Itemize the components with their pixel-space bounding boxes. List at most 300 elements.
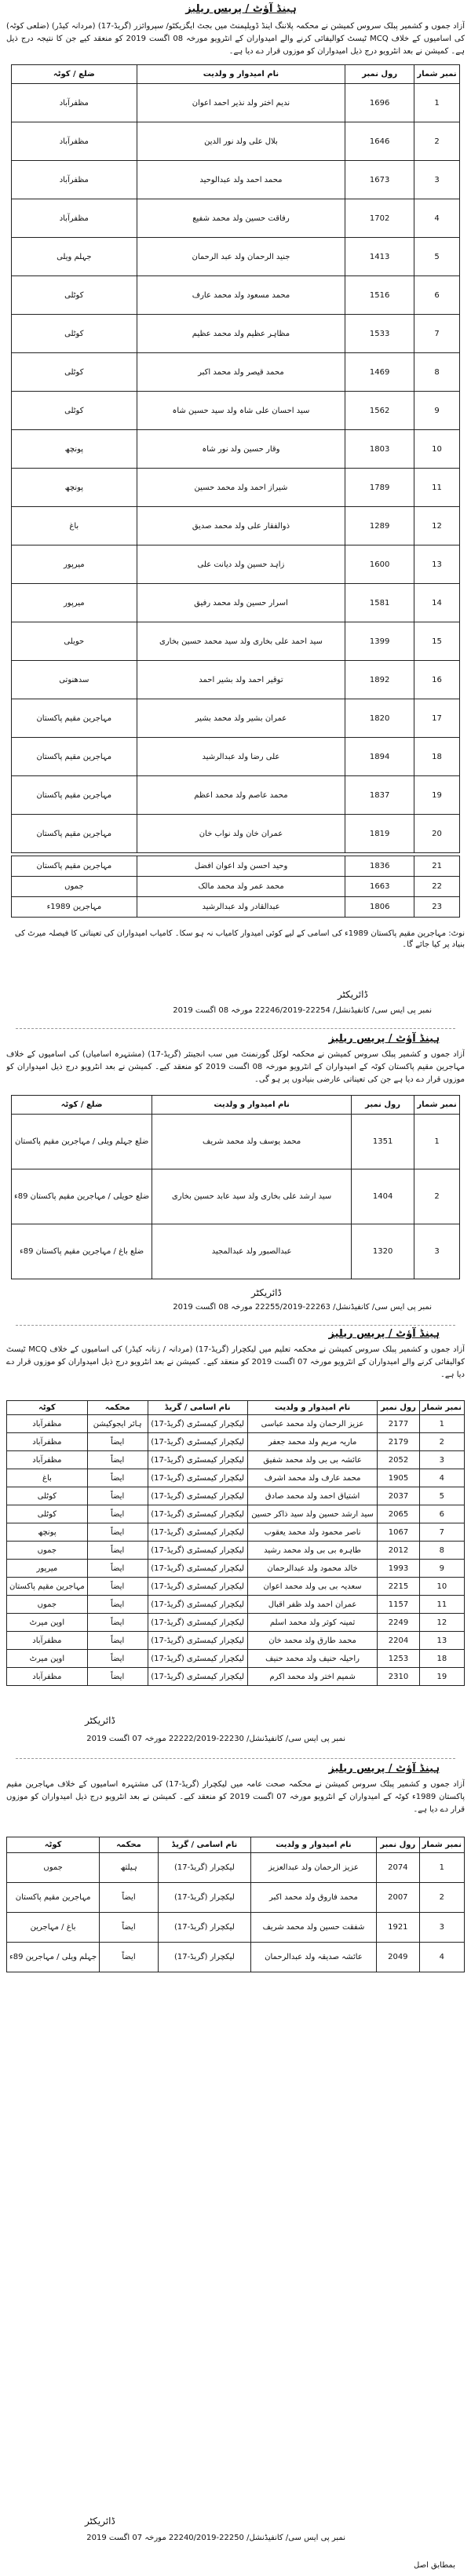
cell-serial: 20 bbox=[414, 815, 460, 853]
header-name: نام امیدوار و ولدیت bbox=[152, 1096, 352, 1115]
release2-reference: نمبر پی ایس سی/ کانفیڈنشل/ 22263-22255/2019 مورخہ 08 اگست 2019 bbox=[173, 1303, 432, 1312]
table-row bbox=[12, 469, 460, 507]
release4-footer: بمطابق اصل bbox=[414, 2561, 455, 2570]
cell-serial: 18 bbox=[419, 1650, 464, 1668]
table-row bbox=[7, 1560, 465, 1578]
cell-post: لیکچرار کیمسٹری (گریڈ-17) bbox=[148, 1578, 247, 1596]
cell-serial: 2 bbox=[414, 1169, 460, 1224]
cell-district: کوٹلی bbox=[12, 392, 137, 430]
release4-title: ہینڈ آؤٹ / پریس ریلیز bbox=[328, 1763, 440, 1775]
table-row bbox=[7, 1943, 465, 1972]
table-row bbox=[12, 276, 460, 315]
cell-district: مہاجرین مقیم پاکستان bbox=[12, 738, 137, 776]
table-row bbox=[7, 1596, 465, 1614]
cell-post: لیکچرار (گریڈ-17) bbox=[158, 1853, 250, 1883]
cell-name: محمد مسعود ولد محمد عارف bbox=[137, 276, 345, 315]
cell-roll: 1837 bbox=[345, 776, 414, 815]
cell-roll: 2179 bbox=[378, 1433, 419, 1451]
header-name: نام امیدوار و ولدیت bbox=[250, 1837, 376, 1853]
table-row bbox=[12, 699, 460, 738]
table-row bbox=[7, 1505, 465, 1523]
header-post: نام اسامی / گریڈ bbox=[158, 1837, 250, 1853]
cell-dept: ایضاً bbox=[87, 1560, 148, 1578]
header-serial: نمبر شمار bbox=[414, 1096, 460, 1115]
cell-name: سید ارشد حسین ولد سید ذاکر حسین bbox=[247, 1505, 377, 1523]
cell-dept: ایضاً bbox=[87, 1632, 148, 1650]
table-row bbox=[7, 1433, 465, 1451]
cell-roll: 2249 bbox=[378, 1614, 419, 1632]
cell-dept: ایضاً bbox=[87, 1523, 148, 1542]
table-row bbox=[12, 392, 460, 430]
cell-district: مظفرآباد bbox=[12, 199, 137, 238]
cell-roll: 1905 bbox=[378, 1469, 419, 1487]
table-row bbox=[12, 738, 460, 776]
cell-serial: 4 bbox=[419, 1943, 464, 1972]
cell-roll: 2074 bbox=[376, 1853, 419, 1883]
cell-name: شیراز احمد ولد محمد حسین bbox=[137, 469, 345, 507]
cell-roll: 2204 bbox=[378, 1632, 419, 1650]
cell-district: جموں bbox=[12, 877, 137, 897]
cell-name: ذوالفقار علی ولد محمد صدیق bbox=[137, 507, 345, 545]
cell-name: ماریہ مریم ولد محمد جعفر bbox=[247, 1433, 377, 1451]
cell-name: ثمینہ کوثر ولد محمد اسلم bbox=[247, 1614, 377, 1632]
cell-serial: 3 bbox=[419, 1451, 464, 1469]
cell-roll: 1600 bbox=[345, 545, 414, 584]
cell-name: محمد عاصم ولد محمد اعظم bbox=[137, 776, 345, 815]
table-row bbox=[7, 1650, 465, 1668]
header-name: نام امیدوار و ولدیت bbox=[137, 65, 345, 84]
cell-roll: 1892 bbox=[345, 661, 414, 699]
header-roll: رول نمبر bbox=[378, 1401, 419, 1415]
cell-district: اوپن میرٹ bbox=[7, 1614, 88, 1632]
table-row bbox=[12, 122, 460, 161]
cell-district: میرپور bbox=[7, 1560, 88, 1578]
table-row bbox=[12, 430, 460, 469]
cell-name: توقیر احمد ولد بشیر احمد bbox=[137, 661, 345, 699]
header-quota: کوٹہ bbox=[7, 1401, 88, 1415]
table-row bbox=[12, 161, 460, 199]
cell-post: لیکچرار کیمسٹری (گریڈ-17) bbox=[148, 1505, 247, 1523]
header-roll: رول نمبر bbox=[345, 65, 414, 84]
table-row bbox=[12, 897, 460, 918]
cell-name: محمد قیصر ولد محمد اکبر bbox=[137, 353, 345, 392]
cell-dept: ایضاً bbox=[87, 1542, 148, 1560]
cell-serial: 4 bbox=[419, 1469, 464, 1487]
cell-name: محمد عارف ولد محمد اشرف bbox=[247, 1469, 377, 1487]
cell-district: مظفرآباد bbox=[7, 1451, 88, 1469]
cell-serial: 15 bbox=[414, 622, 460, 661]
cell-roll: 2007 bbox=[376, 1883, 419, 1913]
cell-roll: 1820 bbox=[345, 699, 414, 738]
cell-serial: 3 bbox=[414, 161, 460, 199]
header-department: محکمہ bbox=[100, 1837, 159, 1853]
cell-serial: 1 bbox=[419, 1415, 464, 1433]
cell-name: عمران احمد ولد ظفر اقبال bbox=[247, 1596, 377, 1614]
cell-roll: 1836 bbox=[345, 856, 414, 877]
table-row bbox=[7, 1853, 465, 1883]
cell-district: جہلم ویلی bbox=[12, 238, 137, 276]
cell-name: محمد عمر ولد محمد مالک bbox=[137, 877, 345, 897]
cell-district: سدھنوتی bbox=[12, 661, 137, 699]
cell-roll: 2310 bbox=[378, 1668, 419, 1686]
cell-district: مظفرآباد bbox=[12, 84, 137, 122]
cell-name: مظاہر عظیم ولد محمد عظیم bbox=[137, 315, 345, 353]
cell-roll: 1789 bbox=[345, 469, 414, 507]
table-row bbox=[7, 1469, 465, 1487]
cell-district: مظفرآباد bbox=[7, 1415, 88, 1433]
cell-serial: 12 bbox=[414, 507, 460, 545]
cell-district: کوٹلی bbox=[12, 276, 137, 315]
cell-roll: 1663 bbox=[345, 877, 414, 897]
cell-roll: 1404 bbox=[352, 1169, 414, 1224]
cell-district: مظفرآباد bbox=[7, 1433, 88, 1451]
cell-serial: 1 bbox=[419, 1853, 464, 1883]
cell-name: محمد احمد ولد عبدالوحید bbox=[137, 161, 345, 199]
cell-district: باغ bbox=[7, 1469, 88, 1487]
release3-signature: ڈائریکٹر bbox=[85, 1715, 115, 1726]
cell-roll: 1581 bbox=[345, 584, 414, 622]
cell-district: مہاجرین مقیم پاکستان bbox=[12, 776, 137, 815]
cell-district: ضلع باغ / مہاجرین مقیم پاکستان 89ء bbox=[12, 1224, 152, 1279]
cell-name: عائشہ بی بی ولد محمد شفیق bbox=[247, 1451, 377, 1469]
table-row bbox=[7, 1913, 465, 1943]
cell-roll: 1673 bbox=[345, 161, 414, 199]
release1-table-continued bbox=[11, 856, 460, 918]
cell-district: پونچھ bbox=[7, 1523, 88, 1542]
header-serial: نمبر شمار bbox=[414, 65, 460, 84]
cell-serial: 10 bbox=[419, 1578, 464, 1596]
cell-dept: ایضاً bbox=[87, 1433, 148, 1451]
cell-district: مہاجرین مقیم پاکستان bbox=[12, 856, 137, 877]
cell-name: علی رضا ولد عبدالرشید bbox=[137, 738, 345, 776]
cell-roll: 1646 bbox=[345, 122, 414, 161]
cell-serial: 11 bbox=[419, 1596, 464, 1614]
cell-dept: ایضاً bbox=[100, 1943, 159, 1972]
table-row bbox=[12, 238, 460, 276]
cell-serial: 14 bbox=[414, 584, 460, 622]
cell-roll: 1516 bbox=[345, 276, 414, 315]
cell-name: عزیز الرحمان ولد محمد عباسی bbox=[247, 1415, 377, 1433]
cell-district: کوٹلی bbox=[7, 1487, 88, 1505]
release1-reference: نمبر پی ایس سی/ کانفیڈنشل/ 22254-22246/2019 مورخہ 08 اگست 2019 bbox=[173, 1006, 432, 1015]
cell-serial: 23 bbox=[414, 897, 460, 918]
cell-serial: 13 bbox=[419, 1632, 464, 1650]
cell-roll: 1533 bbox=[345, 315, 414, 353]
cell-serial: 19 bbox=[419, 1668, 464, 1686]
cell-name: ناصر محمود ولد محمد یعقوب bbox=[247, 1523, 377, 1542]
cell-district: جہلم ویلی / مہاجرین 89ء bbox=[7, 1943, 100, 1972]
cell-roll: 1803 bbox=[345, 430, 414, 469]
cell-dept: ایضاً bbox=[100, 1883, 159, 1913]
cell-roll: 1413 bbox=[345, 238, 414, 276]
cell-name: محمد یوسف ولد محمد شریف bbox=[152, 1115, 352, 1169]
cell-post: لیکچرار کیمسٹری (گریڈ-17) bbox=[148, 1487, 247, 1505]
header-serial: نمبر شمار bbox=[419, 1837, 464, 1853]
cell-serial: 5 bbox=[419, 1487, 464, 1505]
table-row bbox=[12, 545, 460, 584]
cell-post: لیکچرار کیمسٹری (گریڈ-17) bbox=[148, 1596, 247, 1614]
cell-district: ضلع حویلی / مہاجرین مقیم پاکستان 89ء bbox=[12, 1169, 152, 1224]
release4-signature: ڈائریکٹر bbox=[85, 2516, 115, 2527]
table-row bbox=[7, 1668, 465, 1686]
release2-title: ہینڈ آؤٹ / پریس ریلیز bbox=[328, 1033, 440, 1045]
release4-intro: آزاد جموں و کشمیر پبلک سروس کمیشن نے محکمہ صحت عامہ میں لیکچرار (گریڈ-17) کی مشتہرہ اسامیوں کے خلاف مہاجرین مقیم پاکستان 1989ء کوٹہ کے امیدواران کے انٹرویو مورخہ 07 اگست 2019 کو منعقد کیے۔ کمیشن نے بعد انٹرویو درج ذیل امیدواران کو موزوں قرار دے دیا ہے۔ bbox=[6, 1780, 465, 1814]
cell-name: وقار حسین ولد نور شاہ bbox=[137, 430, 345, 469]
cell-district: ضلع جہلم ویلی / مہاجرین مقیم پاکستان bbox=[12, 1115, 152, 1169]
cell-post: لیکچرار کیمسٹری (گریڈ-17) bbox=[148, 1650, 247, 1668]
release2-intro: آزاد جموں و کشمیر پبلک سروس کمیشن نے محکمہ لوکل گورنمنٹ میں سب انجینئر (گریڈ-17) (مشتہرہ اسامیاں) کی اسامیوں کے خلاف مہاجرین مقیم پاکستان کوٹہ کے امیدواران کے انٹرویو مورخہ 08 اگست 2019 کو منعقد کیے۔ کمیشن نے بعد انٹرویو درج ذیل امیدواران کو موزوں قرار دے دیا ہے جن کی تعیناتی عارضی بنیادوں پر ہو گی۔ bbox=[6, 1050, 465, 1084]
cell-roll: 1289 bbox=[345, 507, 414, 545]
cell-serial: 8 bbox=[419, 1542, 464, 1560]
cell-name: اشتیاق احمد ولد محمد صادق bbox=[247, 1487, 377, 1505]
cell-name: عبدالصبور ولد عبدالمجید bbox=[152, 1224, 352, 1279]
cell-district: مہاجرین مقیم پاکستان bbox=[7, 1578, 88, 1596]
cell-serial: 2 bbox=[419, 1883, 464, 1913]
cell-district: میرپور bbox=[12, 545, 137, 584]
release3-reference: نمبر پی ایس سی/ کانفیڈنشل/ 22230-22222/2019 مورخہ 07 اگست 2019 bbox=[86, 1735, 345, 1743]
cell-roll: 2065 bbox=[378, 1505, 419, 1523]
cell-name: خالد محمود ولد عبدالرحمان bbox=[247, 1560, 377, 1578]
table-row bbox=[12, 877, 460, 897]
cell-name: وحید احسن ولد اعوان افضل bbox=[137, 856, 345, 877]
cell-serial: 12 bbox=[419, 1614, 464, 1632]
table-row bbox=[7, 1632, 465, 1650]
section-divider bbox=[16, 1758, 455, 1759]
table-row bbox=[12, 199, 460, 238]
cell-serial: 1 bbox=[414, 1115, 460, 1169]
release1-title: ہینڈ آؤٹ / پریس ریلیز bbox=[185, 3, 297, 15]
cell-roll: 1157 bbox=[378, 1596, 419, 1614]
release2-signature: ڈائریکٹر bbox=[251, 1287, 282, 1298]
table-row bbox=[12, 1169, 460, 1224]
cell-district: مہاجرین 1989ء bbox=[12, 897, 137, 918]
table-row bbox=[12, 315, 460, 353]
cell-name: عبدالقادر ولد عبدالرشید bbox=[137, 897, 345, 918]
cell-name: عمران بشیر ولد محمد بشیر bbox=[137, 699, 345, 738]
header-quota: کوٹہ bbox=[7, 1837, 100, 1853]
table-row bbox=[7, 1578, 465, 1596]
cell-district: میرپور bbox=[12, 584, 137, 622]
cell-serial: 16 bbox=[414, 661, 460, 699]
cell-serial: 2 bbox=[414, 122, 460, 161]
cell-serial: 17 bbox=[414, 699, 460, 738]
cell-dept: ایضاً bbox=[100, 1913, 159, 1943]
cell-name: سید ارشد علی بخاری ولد سید عابد حسین بخاری bbox=[152, 1169, 352, 1224]
cell-roll: 2012 bbox=[378, 1542, 419, 1560]
cell-serial: 8 bbox=[414, 353, 460, 392]
cell-name: راحیلہ حنیف ولد محمد حنیف bbox=[247, 1650, 377, 1668]
cell-post: لیکچرار کیمسٹری (گریڈ-17) bbox=[148, 1632, 247, 1650]
table-row bbox=[12, 661, 460, 699]
cell-name: شفقت حسین ولد محمد شریف bbox=[250, 1913, 376, 1943]
cell-dept: ایضاً bbox=[87, 1469, 148, 1487]
cell-roll: 1469 bbox=[345, 353, 414, 392]
cell-district: پونچھ bbox=[12, 430, 137, 469]
cell-district: مہاجرین مقیم پاکستان bbox=[12, 699, 137, 738]
cell-roll: 2049 bbox=[376, 1943, 419, 1972]
table-row bbox=[7, 1415, 465, 1433]
cell-name: عمران خان ولد نواب خان bbox=[137, 815, 345, 853]
table-row bbox=[12, 584, 460, 622]
cell-roll: 1399 bbox=[345, 622, 414, 661]
cell-name: سعدیہ بی بی ولد محمد اعوان bbox=[247, 1578, 377, 1596]
cell-name: عزیز الرحمان ولد عبدالعزیز bbox=[250, 1853, 376, 1883]
cell-post: لیکچرار (گریڈ-17) bbox=[158, 1913, 250, 1943]
cell-roll: 1253 bbox=[378, 1650, 419, 1668]
cell-serial: 5 bbox=[414, 238, 460, 276]
cell-roll: 1696 bbox=[345, 84, 414, 122]
header-district: ضلع / کوٹہ bbox=[12, 1096, 152, 1115]
cell-serial: 11 bbox=[414, 469, 460, 507]
cell-serial: 18 bbox=[414, 738, 460, 776]
cell-name: سید احمد علی بخاری ولد سید محمد حسین بخاری bbox=[137, 622, 345, 661]
cell-post: لیکچرار کیمسٹری (گریڈ-17) bbox=[148, 1560, 247, 1578]
table-row bbox=[7, 1487, 465, 1505]
cell-district: مظفرآباد bbox=[7, 1668, 88, 1686]
release2-table bbox=[11, 1095, 460, 1279]
release3-table bbox=[6, 1400, 465, 1686]
header-name: نام امیدوار و ولدیت bbox=[247, 1401, 377, 1415]
table-row bbox=[7, 1883, 465, 1913]
cell-district: جموں bbox=[7, 1596, 88, 1614]
header-roll: رول نمبر bbox=[352, 1096, 414, 1115]
cell-name: طاہرہ بی بی ولد محمد رشید bbox=[247, 1542, 377, 1560]
cell-district: جموں bbox=[7, 1853, 100, 1883]
cell-district: باغ bbox=[12, 507, 137, 545]
cell-name: محمد طارق ولد محمد خان bbox=[247, 1632, 377, 1650]
cell-dept: ہائر ایجوکیشن bbox=[87, 1415, 148, 1433]
cell-roll: 1806 bbox=[345, 897, 414, 918]
cell-post: لیکچرار کیمسٹری (گریڈ-17) bbox=[148, 1542, 247, 1560]
cell-serial: 9 bbox=[419, 1560, 464, 1578]
table-row bbox=[12, 856, 460, 877]
release4-table bbox=[6, 1837, 465, 1972]
cell-serial: 21 bbox=[414, 856, 460, 877]
cell-post: لیکچرار کیمسٹری (گریڈ-17) bbox=[148, 1451, 247, 1469]
cell-roll: 1993 bbox=[378, 1560, 419, 1578]
header-serial: نمبر شمار bbox=[419, 1401, 464, 1415]
cell-serial: 13 bbox=[414, 545, 460, 584]
cell-district: کوٹلی bbox=[12, 353, 137, 392]
release3-title: ہینڈ آؤٹ / پریس ریلیز bbox=[328, 1328, 440, 1340]
cell-serial: 9 bbox=[414, 392, 460, 430]
cell-roll: 1320 bbox=[352, 1224, 414, 1279]
cell-serial: 6 bbox=[419, 1505, 464, 1523]
cell-district: پونچھ bbox=[12, 469, 137, 507]
table-row bbox=[12, 1224, 460, 1279]
cell-roll: 1562 bbox=[345, 392, 414, 430]
cell-roll: 2037 bbox=[378, 1487, 419, 1505]
cell-district: مظفرآباد bbox=[12, 122, 137, 161]
cell-post: لیکچرار (گریڈ-17) bbox=[158, 1943, 250, 1972]
cell-post: لیکچرار کیمسٹری (گریڈ-17) bbox=[148, 1614, 247, 1632]
cell-district: مہاجرین مقیم پاکستان bbox=[7, 1883, 100, 1913]
cell-post: لیکچرار (گریڈ-17) bbox=[158, 1883, 250, 1913]
cell-name: بلال علی ولد نور الدین bbox=[137, 122, 345, 161]
table-row bbox=[12, 1115, 460, 1169]
cell-roll: 1351 bbox=[352, 1115, 414, 1169]
table-row bbox=[7, 1542, 465, 1560]
cell-roll: 1921 bbox=[376, 1913, 419, 1943]
table-row bbox=[12, 776, 460, 815]
cell-serial: 19 bbox=[414, 776, 460, 815]
cell-district: کوٹلی bbox=[12, 315, 137, 353]
cell-name: اسرار حسین ولد محمد رفیق bbox=[137, 584, 345, 622]
release4-reference: نمبر پی ایس سی/ کانفیڈنشل/ 22250-22240/2019 مورخہ 07 اگست 2019 bbox=[86, 2534, 345, 2542]
cell-roll: 1702 bbox=[345, 199, 414, 238]
cell-serial: 7 bbox=[419, 1523, 464, 1542]
cell-name: ندیم اختر ولد نذیر احمد اعوان bbox=[137, 84, 345, 122]
cell-roll: 1819 bbox=[345, 815, 414, 853]
cell-roll: 2215 bbox=[378, 1578, 419, 1596]
release1-intro: آزاد جموں و کشمیر پبلک سروس کمیشن نے محکمہ پلاننگ اینڈ ڈویلپمنٹ میں بجٹ ایگزیکٹو/ سپروائزر (گریڈ-17) (مردانہ کیڈر) (ضلعی کوٹہ) کی اسامیوں کے خلاف MCQ ٹیسٹ کوالیفائی کرنے والے امیدواران کے انٹرویو مورخہ 08 اگست 2019 کو منعقد کیے جن کا نتیجہ درج ذیل ہے۔ کمیشن نے بعد انٹرویو درج ذیل امیدواران کو موزوں قرار دے دیا ہے۔ bbox=[6, 22, 465, 56]
header-department: محکمہ bbox=[87, 1401, 148, 1415]
table-row bbox=[12, 815, 460, 853]
table-row bbox=[7, 1614, 465, 1632]
section-divider bbox=[16, 1325, 455, 1326]
cell-roll: 1067 bbox=[378, 1523, 419, 1542]
cell-serial: 22 bbox=[414, 877, 460, 897]
cell-district: جموں bbox=[7, 1542, 88, 1560]
cell-post: لیکچرار کیمسٹری (گریڈ-17) bbox=[148, 1523, 247, 1542]
cell-dept: ایضاً bbox=[87, 1451, 148, 1469]
release1-signature: ڈائریکٹر bbox=[338, 989, 368, 1000]
cell-post: لیکچرار کیمسٹری (گریڈ-17) bbox=[148, 1668, 247, 1686]
cell-serial: 2 bbox=[419, 1433, 464, 1451]
cell-name: سید احسان علی شاہ ولد سید حسین شاہ bbox=[137, 392, 345, 430]
table-row bbox=[7, 1451, 465, 1469]
cell-district: اوپن میرٹ bbox=[7, 1650, 88, 1668]
header-district: ضلع / کوٹہ bbox=[12, 65, 137, 84]
cell-serial: 3 bbox=[419, 1913, 464, 1943]
release1-note: نوٹ: مہاجرین مقیم پاکستان 1989ء کی اسامی کے لیے کوئی امیدوار کامیاب نہ ہو سکا۔ کامیاب امیدواران کی تعیناتی کا فیصلہ میرٹ کی بنیاد پر کیا جائے گا۔ bbox=[14, 929, 465, 949]
cell-name: زاہد حسین ولد دیانت علی bbox=[137, 545, 345, 584]
cell-post: لیکچرار کیمسٹری (گریڈ-17) bbox=[148, 1469, 247, 1487]
cell-serial: 7 bbox=[414, 315, 460, 353]
cell-dept: ایضاً bbox=[87, 1668, 148, 1686]
table-row bbox=[12, 507, 460, 545]
table-row bbox=[12, 84, 460, 122]
cell-district: باغ / مہاجرین bbox=[7, 1913, 100, 1943]
cell-dept: ایضاً bbox=[87, 1614, 148, 1632]
cell-serial: 1 bbox=[414, 84, 460, 122]
cell-dept: ایضاً bbox=[87, 1487, 148, 1505]
cell-dept: ایضاً bbox=[87, 1596, 148, 1614]
cell-district: مظفرآباد bbox=[12, 161, 137, 199]
table-row bbox=[12, 353, 460, 392]
cell-serial: 3 bbox=[414, 1224, 460, 1279]
cell-name: رفاقت حسین ولد محمد شفیع bbox=[137, 199, 345, 238]
cell-roll: 2052 bbox=[378, 1451, 419, 1469]
table-row bbox=[12, 622, 460, 661]
release3-intro: آزاد جموں و کشمیر پبلک سروس کمیشن نے محکمہ تعلیم میں لیکچرار (گریڈ-17) (مردانہ / زنانہ کیڈر) کی اسامیوں کے خلاف MCQ ٹیسٹ کوالیفائی کرنے والے امیدواران کے انٹرویو مورخہ 07 اگست 2019 کو منعقد کیے۔ کمیشن نے بعد انٹرویو درج ذیل امیدواران کو موزوں قرار دے دیا ہے۔ bbox=[6, 1345, 465, 1379]
cell-post: لیکچرار کیمسٹری (گریڈ-17) bbox=[148, 1433, 247, 1451]
cell-name: شمیم اختر ولد محمد اکرم bbox=[247, 1668, 377, 1686]
cell-name: عائشہ صدیقہ ولد عبدالرحمان bbox=[250, 1943, 376, 1972]
cell-serial: 6 bbox=[414, 276, 460, 315]
cell-serial: 10 bbox=[414, 430, 460, 469]
cell-serial: 4 bbox=[414, 199, 460, 238]
cell-district: حویلی bbox=[12, 622, 137, 661]
cell-dept: ہیلتھ bbox=[100, 1853, 159, 1883]
cell-name: محمد فاروق ولد محمد اکبر bbox=[250, 1883, 376, 1913]
cell-district: مہاجرین مقیم پاکستان bbox=[12, 815, 137, 853]
table-row bbox=[7, 1523, 465, 1542]
cell-dept: ایضاً bbox=[87, 1578, 148, 1596]
header-post: نام اسامی / گریڈ bbox=[148, 1401, 247, 1415]
cell-post: لیکچرار کیمسٹری (گریڈ-17) bbox=[148, 1415, 247, 1433]
cell-dept: ایضاً bbox=[87, 1505, 148, 1523]
